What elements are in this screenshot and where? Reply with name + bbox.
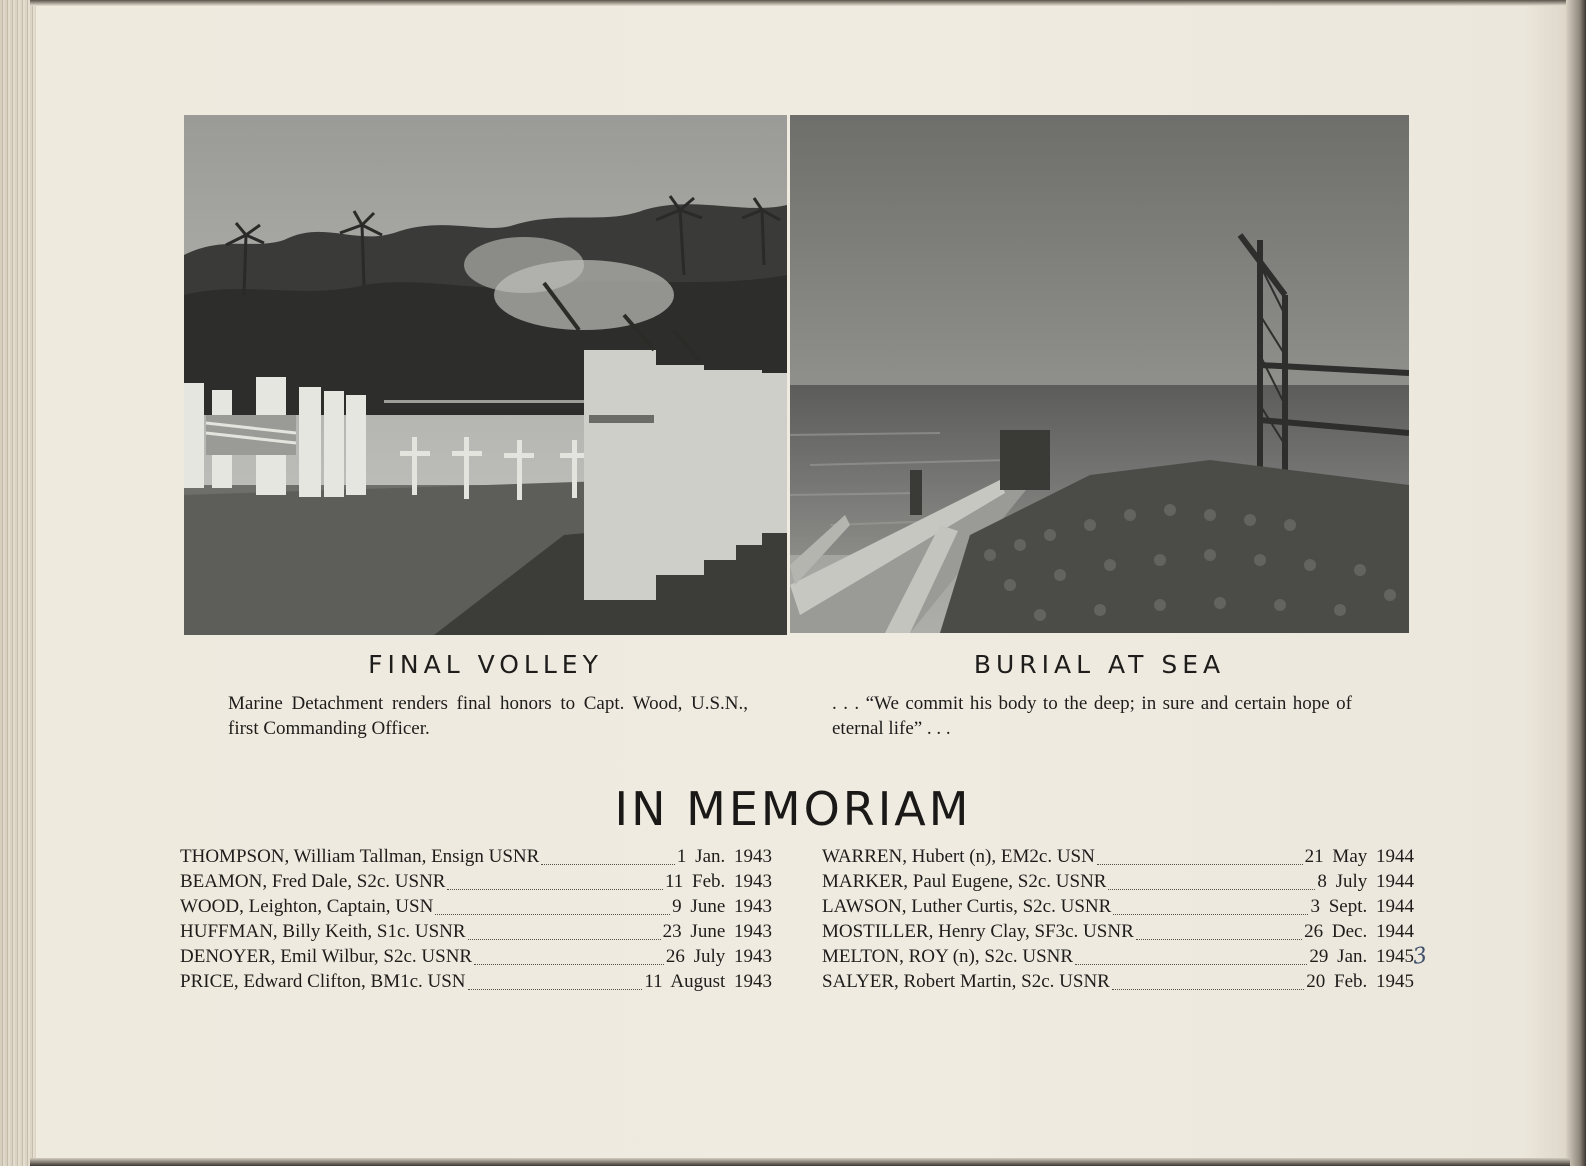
memoriam-entry (822, 946, 1414, 971)
page-bottom-edge (30, 1158, 1570, 1166)
leader-dots (1136, 938, 1302, 940)
memoriam-entry (180, 871, 772, 896)
memoriam-entry (180, 971, 772, 996)
memoriam-list-right (822, 846, 1414, 996)
final-volley-title: FINAL VOLLEY (368, 650, 603, 679)
entry-date: 3 Sept. 1944 (1310, 896, 1414, 917)
burial-at-sea-caption: . . . “We commit his body to the deep; in sure and certain hope of eternal life” . . . (832, 693, 1352, 739)
memoriam-entry (822, 871, 1414, 896)
leader-dots (1108, 888, 1315, 890)
entry-name: MELTON, ROY (n), S2c. USNR (822, 946, 1074, 967)
entry-date: 26 Dec. 1944 (1304, 921, 1414, 942)
entry-name: HUFFMAN, Billy Keith, S1c. USNR (180, 921, 466, 942)
entry-name: WOOD, Leighton, Captain, USN (180, 896, 434, 917)
leader-dots (435, 913, 670, 915)
leader-dots (1113, 913, 1308, 915)
entry-date: 23 June 1943 (662, 921, 772, 942)
memoriam-entry (180, 921, 772, 946)
entry-date: 8 July 1944 (1317, 871, 1414, 892)
entry-name: LAWSON, Luther Curtis, S2c. USNR (822, 896, 1112, 917)
entry-date: 9 June 1943 (672, 896, 772, 917)
entry-name: PRICE, Edward Clifton, BM1c. USN (180, 971, 466, 992)
entry-date: 26 July 1943 (665, 946, 772, 967)
leader-dots (447, 888, 662, 890)
memoriam-entry (180, 846, 772, 871)
memoriam-entry (180, 946, 772, 971)
page-top-edge (30, 0, 1570, 6)
burial-at-sea-photo (790, 115, 1409, 633)
leader-dots (474, 963, 664, 965)
leader-dots (1097, 863, 1303, 865)
burial-at-sea-title: BURIAL AT SEA (973, 650, 1226, 679)
entry-name: DENOYER, Emil Wilbur, S2c. USNR (180, 946, 473, 967)
entry-name: WARREN, Hubert (n), EM2c. USN (822, 846, 1095, 867)
leader-dots (468, 938, 661, 940)
memoriam-entry (180, 896, 772, 921)
leader-dots (1075, 963, 1307, 965)
page-right-edge (1566, 0, 1586, 1166)
entry-name: MARKER, Paul Eugene, S2c. USNR (822, 871, 1107, 892)
page-spine (0, 0, 36, 1166)
entry-name: MOSTILLER, Henry Clay, SF3c. USNR (822, 921, 1134, 942)
memoriam-list-left (180, 846, 772, 996)
memoriam-entry (822, 896, 1414, 921)
final-volley-caption: Marine Detachment renders final honors to Capt. Wood, U.S.N., first Commanding Officer. (228, 693, 748, 739)
entry-date: 21 May 1944 (1304, 846, 1414, 867)
leader-dots (468, 988, 643, 990)
entry-date: 11 Feb. 1943 (664, 871, 772, 892)
entry-date: 29 Jan. 1945 (1309, 946, 1414, 967)
in-memoriam-heading: IN MEMORIAM (614, 782, 972, 836)
entry-date: 20 Feb. 1945 (1306, 971, 1414, 992)
entry-name: SALYER, Robert Martin, S2c. USNR (822, 971, 1110, 992)
entry-date: 11 August 1943 (644, 971, 772, 992)
memoriam-entry (822, 971, 1414, 996)
memoriam-entry (822, 846, 1414, 871)
handwritten-correction: 3 (1411, 943, 1429, 970)
entry-date: 1 Jan. 1943 (676, 846, 772, 867)
leader-dots (541, 863, 675, 865)
entry-name: THOMPSON, William Tallman, Ensign USNR (180, 846, 540, 867)
entry-name: BEAMON, Fred Dale, S2c. USNR (180, 871, 446, 892)
final-volley-photo (184, 115, 787, 635)
leader-dots (1112, 988, 1304, 990)
memoriam-entry (822, 921, 1414, 946)
